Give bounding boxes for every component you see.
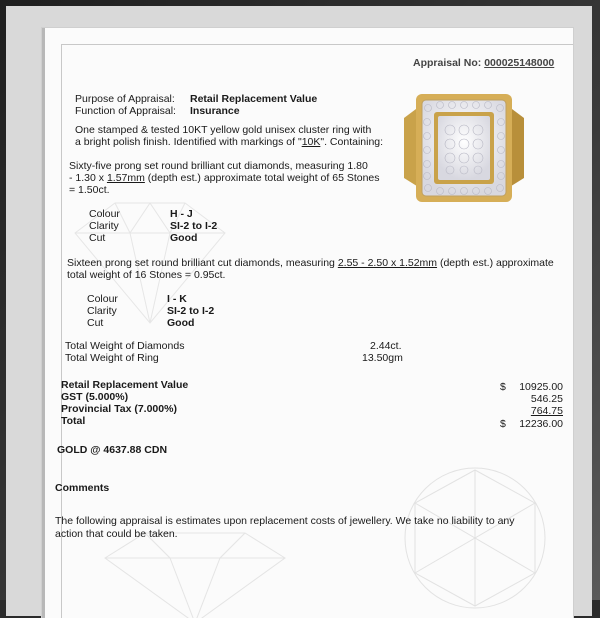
grade-value: H - J (170, 208, 193, 220)
description-line-2-pre: a bright polish finish. Identified with markings of " (75, 136, 302, 148)
appraisal-number (413, 57, 554, 69)
grade-value: SI-2 to I-2 (170, 220, 218, 232)
stones2-line-1 (67, 257, 554, 269)
total-ring-value: 13.50gm (362, 352, 403, 364)
marking: 10K (301, 136, 321, 148)
purpose-label: Purpose of Appraisal: (75, 93, 175, 105)
comments-heading: Comments (55, 482, 110, 494)
rrv-value: 10925.00 (519, 381, 563, 393)
function-value: Insurance (190, 105, 240, 117)
currency-symbol: $ (500, 418, 506, 430)
ring-photo (400, 88, 528, 210)
total-value: 12236.00 (519, 418, 563, 430)
stones1-line-2-post: (depth est.) approximate total weight of 65 Stones (144, 172, 380, 184)
stones2-line-2: total weight of 16 Stones = 0.95ct. (67, 269, 226, 281)
grade-label: Colour (87, 293, 118, 305)
pst-value: 764.75 (530, 405, 563, 417)
grade-value: Good (170, 232, 198, 244)
appraisal-number-label: Appraisal No: (413, 57, 482, 69)
description-line-1: One stamped & tested 10KT yellow gold unisex cluster ring with (75, 124, 372, 136)
gst-label: GST (5.000%) (61, 391, 129, 403)
function-label: Function of Appraisal: (75, 105, 176, 117)
stones1-line-2-pre: - 1.30 x (69, 172, 107, 184)
stones1-depth: 1.57mm (106, 172, 145, 184)
description-line-2 (75, 136, 383, 148)
grade-label: Clarity (87, 305, 117, 317)
grade-value: Good (167, 317, 195, 329)
appraisal-number-value: 000025148000 (484, 57, 555, 69)
comments-line-1: The following appraisal is estimates upon replacement costs of jewellery. We take no liability to any (55, 515, 515, 527)
grade-label: Cut (89, 232, 106, 244)
stones1-line-3: = 1.50ct. (69, 184, 110, 196)
grade-value: I - K (167, 293, 187, 305)
pst-label: Provincial Tax (7.000%) (61, 403, 177, 415)
grade-label: Clarity (89, 220, 119, 232)
grade-label: Colour (89, 208, 120, 220)
description-line-2-post: ". Containing: (320, 136, 384, 148)
currency-symbol: $ (500, 381, 506, 393)
purpose-value: Retail Replacement Value (190, 93, 318, 105)
stones1-line-1: Sixty-five prong set round brilliant cut diamonds, measuring 1.80 (69, 160, 368, 172)
grade-value: SI-2 to I-2 (167, 305, 215, 317)
stones2-line-1-post: (depth est.) approximate (437, 257, 554, 269)
total-diamonds-value: 2.44ct. (370, 340, 402, 352)
appraisal-sheet (42, 28, 573, 618)
grade-label: Cut (87, 317, 104, 329)
comments-line-2: action that could be taken. (55, 528, 178, 540)
rrv-label: Retail Replacement Value (61, 379, 189, 391)
total-label: Total (61, 415, 86, 427)
stones2-dimensions: 2.55 - 2.50 x 1.52mm (337, 257, 438, 269)
stones2-line-1-pre: Sixteen prong set round brilliant cut diamonds, measuring (67, 257, 338, 269)
total-diamonds-label: Total Weight of Diamonds (65, 340, 185, 352)
stones1-line-2 (69, 172, 380, 184)
total-ring-label: Total Weight of Ring (65, 352, 159, 364)
diamond-watermark-icon (85, 528, 305, 618)
diamond-watermark-icon (375, 458, 573, 618)
gst-value: 546.25 (530, 393, 563, 405)
gold-price: GOLD @ 4637.88 CDN (57, 444, 168, 456)
